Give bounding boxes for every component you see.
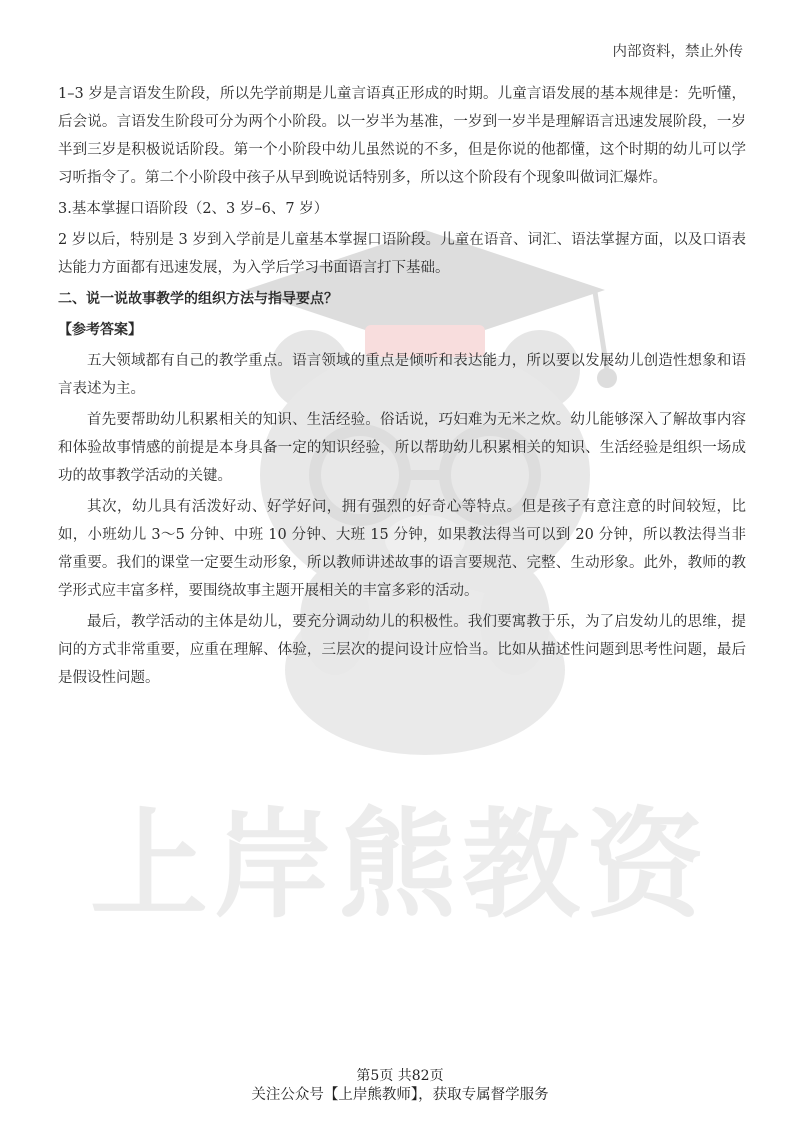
page-footer bbox=[0, 1068, 800, 1106]
footer-promo: 关注公众号【上岸熊教师】，获取专属督学服务 bbox=[251, 1087, 549, 1103]
answer-paragraph-3: 其次，幼儿具有活泼好动、好学好问，拥有强烈的好奇心等特点。但是孩子有意注意的时间较短，比如，小班幼儿 3～5 分钟、中班 10 分钟、大班 15 分钟，如果教法得当可以到 20 分钟，所以教法得当非常重要。我们的课堂一定要生动形象，所以教师讲述故事的语言要规范、完整、生动形象。此外，教师的教学形式应丰富多样，要围绕故事主题开展相关的丰富多彩的活动。 bbox=[58, 499, 746, 599]
answer-paragraph-4: 最后，教学活动的主体是幼儿，要充分调动幼儿的积极性。我们要寓教于乐，为了启发幼儿的思维，提问的方式非常重要，应重在理解、体验，三层次的提问设计应恰当。比如从描述性问题到思考性问题，最后是假设性问题。 bbox=[58, 614, 746, 686]
paragraph-speech-onset: 1–3 岁是言语发生阶段，所以先学前期是儿童言语真正形成的时期。儿童言语发展的基本规律是：先听懂，后会说。言语发生阶段可分为两个小阶段。以一岁半为基准，一岁到一岁半是理解语言迅速发展阶段，一岁半到三岁是积极说话阶段。第一个小阶段中幼儿虽然说的不多，但是你说的他都懂，这个时期的幼儿可以学习听指令了。第二个小阶段中孩子从早到晚说话特别多，所以这个阶段有个现象叫做词汇爆炸。 bbox=[58, 86, 746, 186]
paragraph-oral-language: 2 岁以后，特别是 3 岁到入学前是儿童基本掌握口语阶段。儿童在语音、词汇、语法掌握方面，以及口语表达能力方面都有迅速发展，为入学后学习书面语言打下基础。 bbox=[58, 232, 746, 276]
confidential-note: 内部资料，禁止外传 bbox=[612, 44, 743, 60]
section-heading-oral-language: 3.基本掌握口语阶段（2、3 岁–6、7 岁） bbox=[58, 201, 329, 217]
question-heading: 二、说一说故事教学的组织方法与指导要点？ bbox=[58, 291, 338, 307]
page-number: 第5页 共82页 bbox=[356, 1068, 444, 1084]
brand-watermark: 上岸熊教资 bbox=[89, 796, 710, 934]
answer-paragraph-1: 五大领域都有自己的教学重点。语言领域的重点是倾听和表达能力，所以要以发展幼儿创造性想象和语言表述为主。 bbox=[58, 353, 746, 397]
answer-paragraph-2: 首先要帮助幼儿积累相关的知识、生活经验。俗话说，巧妇难为无米之炊。幼儿能够深入了解故事内容和体验故事情感的前提是本身具备一定的知识经验，所以帮助幼儿积累相关的知识、生活经验是组织一场成功的故事教学活动的关键。 bbox=[58, 412, 746, 484]
document-body bbox=[58, 80, 746, 692]
answer-label: 【参考答案】 bbox=[58, 322, 142, 338]
